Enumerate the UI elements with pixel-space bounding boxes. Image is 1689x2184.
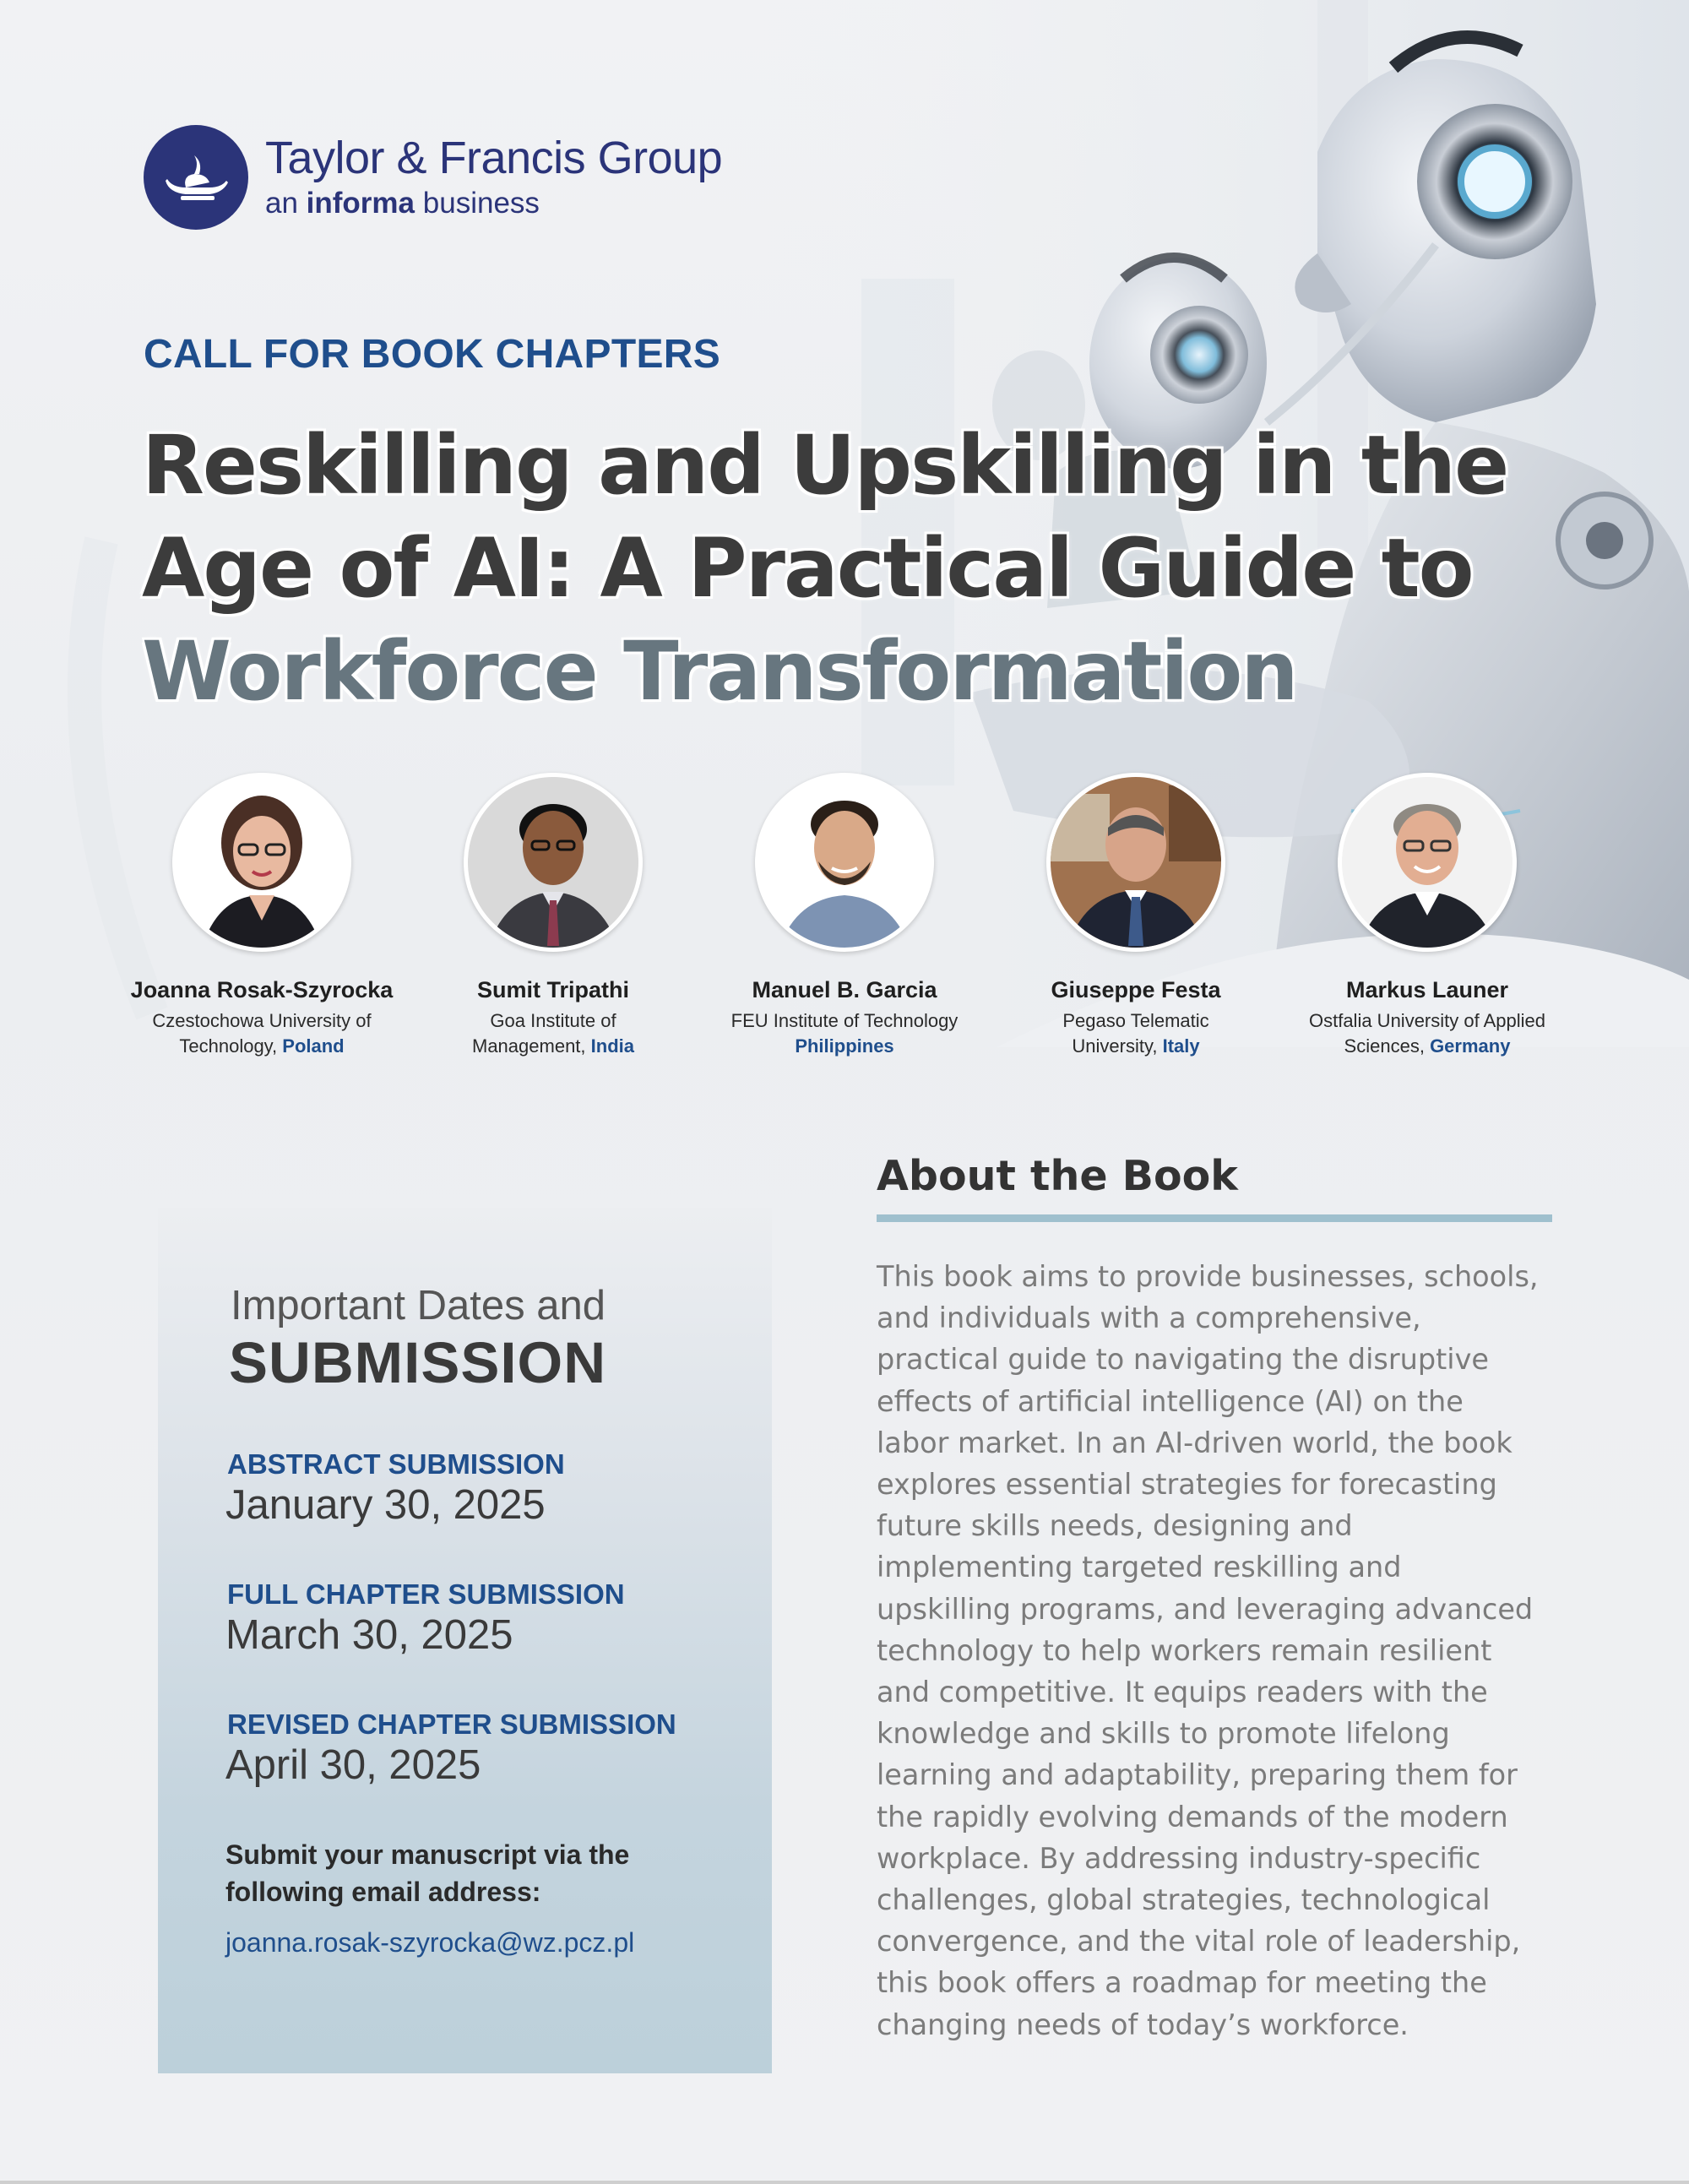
affiliation-line: Pegaso Telematic bbox=[1062, 1010, 1209, 1031]
date-value: January 30, 2025 bbox=[225, 1482, 546, 1528]
important-dates-panel bbox=[158, 1208, 772, 2073]
title-line-1: Reskilling and Upskilling in the bbox=[142, 418, 1508, 513]
description-line: challenges, global strategies, technological bbox=[877, 1883, 1491, 1917]
editor-country: Italy bbox=[1162, 1035, 1200, 1057]
editor-photo bbox=[1338, 773, 1517, 952]
description-line: future skills needs, designing and bbox=[877, 1509, 1353, 1543]
editor-affiliation bbox=[1284, 1008, 1571, 1059]
editor-country: Poland bbox=[282, 1035, 345, 1057]
submission-email-link[interactable]: joanna.rosak-szyrocka@wz.pcz.pl bbox=[225, 1927, 635, 1958]
description-line: practical guide to navigating the disruptive bbox=[877, 1343, 1490, 1377]
editor-affiliation bbox=[701, 1008, 988, 1059]
editor-name: Sumit Tripathi bbox=[476, 977, 629, 1002]
date-value: April 30, 2025 bbox=[225, 1742, 481, 1788]
description-line: technology to help workers remain resilient bbox=[877, 1633, 1492, 1667]
description-line: implementing targeted reskilling and bbox=[877, 1551, 1402, 1584]
about-heading: About the Book bbox=[877, 1152, 1238, 1200]
publisher-logo bbox=[144, 125, 722, 230]
lamp-icon bbox=[144, 125, 248, 230]
description-line: changing needs of today’s workforce. bbox=[877, 2007, 1409, 2041]
date-item bbox=[225, 1578, 772, 1659]
affiliation-line: Goa Institute of bbox=[490, 1010, 616, 1031]
description-line: effects of artificial intelligence (AI) on the bbox=[877, 1384, 1464, 1418]
affiliation-line: Management, bbox=[472, 1035, 586, 1057]
description-line: learning and adaptability, preparing them for bbox=[877, 1758, 1518, 1792]
description-line: convergence, and the vital role of leadership, bbox=[877, 1925, 1521, 1959]
description-line: the rapidly evolving demands of the modern bbox=[877, 1800, 1508, 1834]
publisher-name: Taylor & Francis Group bbox=[265, 133, 723, 183]
description-line: this book offers a roadmap for meeting the bbox=[877, 1966, 1487, 2000]
heading-divider bbox=[877, 1214, 1552, 1222]
editor-name: Markus Launer bbox=[1345, 977, 1509, 1002]
editor-affiliation bbox=[410, 1008, 697, 1059]
editor-photo bbox=[172, 773, 351, 952]
tagline-brand: informa bbox=[306, 187, 415, 220]
submission-instruction: Submit your manuscript via the following email address: bbox=[225, 1839, 630, 1907]
dates-heading: Important Dates and bbox=[231, 1283, 606, 1328]
affiliation-line: FEU Institute of Technology bbox=[730, 1010, 959, 1031]
book-title bbox=[142, 414, 1510, 723]
date-label: REVISED CHAPTER SUBMISSION bbox=[227, 1709, 676, 1740]
description-line: upskilling programs, and leveraging advanced bbox=[877, 1592, 1534, 1626]
date-label: FULL CHAPTER SUBMISSION bbox=[227, 1578, 625, 1610]
editor-name: Joanna Rosak-Szyrocka bbox=[130, 977, 394, 1002]
tagline-suffix: business bbox=[422, 187, 540, 220]
bottom-divider bbox=[0, 2181, 1689, 2184]
editor-country: Philippines bbox=[795, 1035, 894, 1057]
description-line: and competitive. It equips readers with the bbox=[877, 1676, 1488, 1709]
editor-photo bbox=[1046, 773, 1225, 952]
affiliation-line: Sciences, bbox=[1344, 1035, 1425, 1057]
editor-card bbox=[410, 773, 697, 1059]
description-line: labor market. In an AI-driven world, the book bbox=[877, 1426, 1512, 1459]
date-item bbox=[225, 1708, 772, 1789]
editor-country: Germany bbox=[1430, 1035, 1511, 1057]
editor-card bbox=[118, 773, 405, 1059]
publisher-tagline bbox=[265, 185, 722, 222]
about-section bbox=[877, 1150, 1557, 2045]
editor-country: India bbox=[590, 1035, 634, 1057]
affiliation-line: University, bbox=[1072, 1035, 1158, 1057]
editor-card bbox=[1284, 773, 1571, 1059]
title-line-3: Workforce Transformation bbox=[142, 624, 1297, 719]
editor-affiliation bbox=[992, 1008, 1279, 1059]
affiliation-line: Technology, bbox=[179, 1035, 278, 1057]
dates-subheading: SUBMISSION bbox=[229, 1330, 607, 1395]
description-line: and individuals with a comprehensive, bbox=[877, 1301, 1421, 1335]
date-item bbox=[225, 1448, 772, 1529]
editor-card bbox=[992, 773, 1279, 1059]
date-label: ABSTRACT SUBMISSION bbox=[227, 1448, 565, 1480]
date-value: March 30, 2025 bbox=[225, 1612, 513, 1658]
description-line: knowledge and skills to promote lifelong bbox=[877, 1717, 1450, 1751]
editors-row bbox=[118, 773, 1621, 1057]
editor-name: Giuseppe Festa bbox=[1051, 977, 1221, 1002]
editor-name: Manuel B. Garcia bbox=[752, 977, 937, 1002]
editor-affiliation bbox=[118, 1008, 405, 1059]
description-line: This book aims to provide businesses, schools, bbox=[877, 1260, 1539, 1293]
title-line-2: Age of AI: A Practical Guide to bbox=[142, 521, 1473, 616]
editor-photo bbox=[464, 773, 643, 952]
about-description bbox=[877, 1256, 1557, 2045]
description-line: explores essential strategies for forecasting bbox=[877, 1468, 1497, 1502]
affiliation-line: Ostfalia University of Applied bbox=[1308, 1010, 1546, 1031]
call-for-chapters-label: CALL FOR BOOK CHAPTERS bbox=[144, 332, 721, 377]
editor-photo bbox=[755, 773, 934, 952]
description-line: workplace. By addressing industry-specific bbox=[877, 1841, 1481, 1875]
tagline-prefix: an bbox=[265, 187, 298, 220]
affiliation-line: Czestochowa University of bbox=[152, 1010, 372, 1031]
editor-card bbox=[701, 773, 988, 1059]
